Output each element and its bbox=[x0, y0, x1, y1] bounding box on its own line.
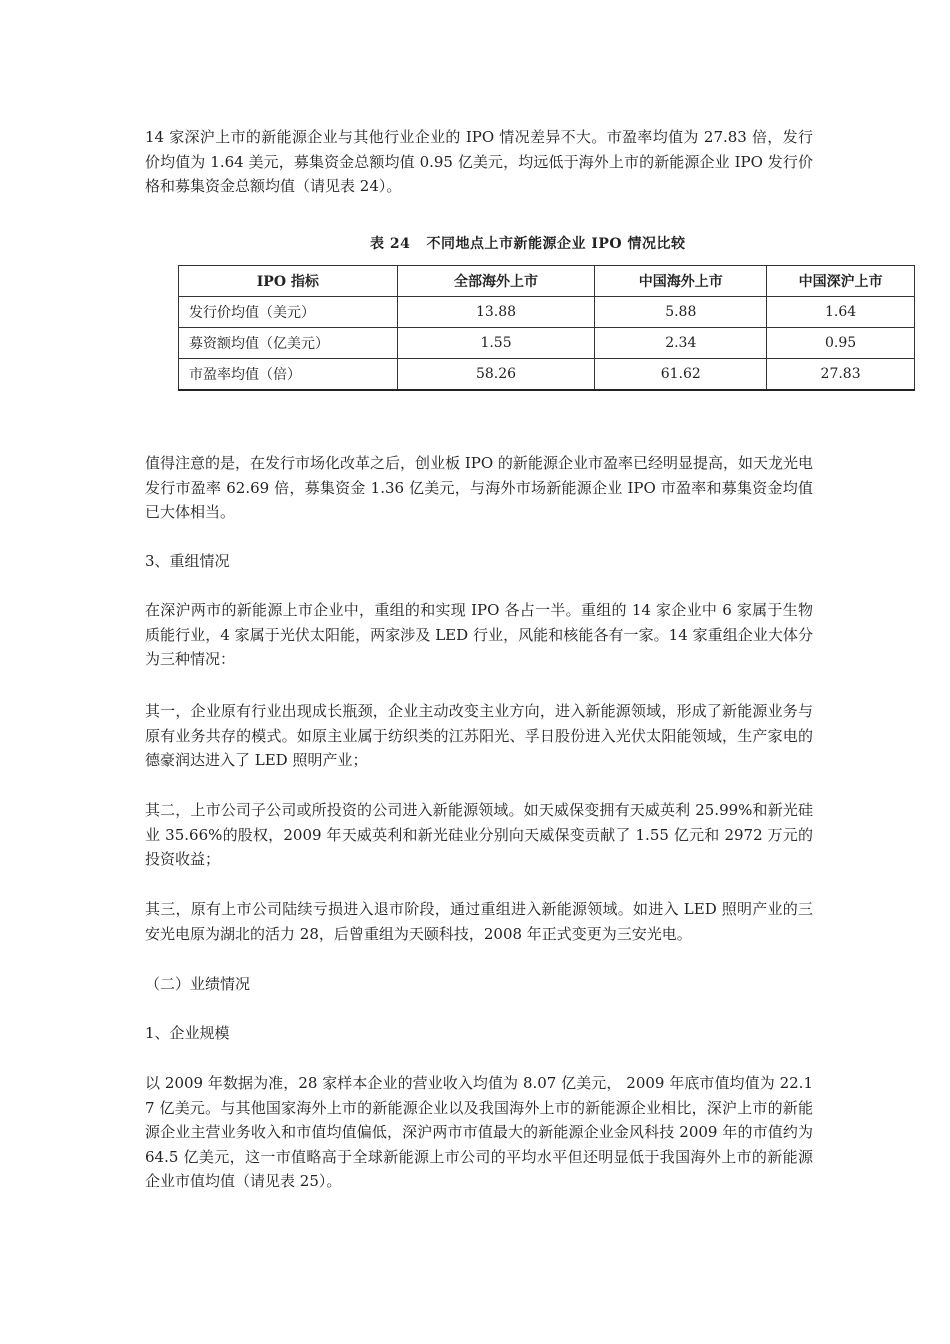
table-cell: 13.88 bbox=[397, 297, 595, 328]
paragraph-enterprise-scale: 以 2009 年数据为准，28 家样本企业的营业收入均值为 8.07 亿美元， 2009 年底市值均值为 22.17 亿美元。与其他国家海外上市的新能源企业以及我国海外上市的新能源企业相比，深沪上市的新能源企业主营业务收入和市值均值偏低，深沪两市市值最大的新能源企业金风科技 2009 年的市值约为 64.5 亿美元，这一市值略高于全球新能源上市公司的平均水平但还明显低于我国海外上市的新能源企业市值均值（请见表 25）。 bbox=[145, 1074, 813, 1190]
table-row bbox=[179, 297, 915, 328]
table-cell: 5.88 bbox=[595, 297, 767, 328]
table-row-label: 发行价均值（美元） bbox=[179, 297, 398, 328]
table-cell: 27.83 bbox=[767, 359, 915, 391]
table-row bbox=[179, 359, 915, 391]
paragraph-case-one: 其一，企业原有行业出现成长瓶颈，企业主动改变主业方向，进入新能源领域，形成了新能源业务与原有业务共存的模式。如原主业属于纺织类的江苏阳光、孚日股份进入光伏太阳能领域，生产家电的德豪润达进入了 LED 照明产业； bbox=[145, 702, 813, 769]
section-heading-enterprise-scale: 1、企业规模 bbox=[145, 1024, 230, 1042]
table-header-row bbox=[179, 266, 915, 297]
paragraph-chinext-note: 值得注意的是，在发行市场化改革之后，创业板 IPO 的新能源企业市盈率已经明显提高，如天龙光电发行市盈率 62.69 倍，募集资金 1.36 亿美元，与海外市场新能源企业 IPO 市盈率和募集资金均值已大体相当。 bbox=[145, 454, 813, 521]
table-title: 表 24 不同地点上市新能源企业 IPO 情况比较 bbox=[370, 236, 686, 252]
table-header-cell: 全部海外上市 bbox=[397, 266, 595, 297]
table-header-cell: IPO 指标 bbox=[179, 266, 398, 297]
table-cell: 1.55 bbox=[397, 328, 595, 359]
ipo-comparison-table bbox=[178, 265, 915, 391]
table-cell: 0.95 bbox=[767, 328, 915, 359]
table-row-label: 募资额均值（亿美元） bbox=[179, 328, 398, 359]
table-cell: 61.62 bbox=[595, 359, 767, 391]
paragraph-ipo-comparison: 14 家深沪上市的新能源企业与其他行业企业的 IPO 情况差异不大。市盈率均值为 27.83 倍，发行价均值为 1.64 美元，募集资金总额均值 0.95 亿美元，均远低于海外上市的新能源企业 IPO 发行价格和募集资金总额均值（请见表 24）。 bbox=[145, 128, 813, 195]
paragraph-case-two: 其二，上市公司子公司或所投资的公司进入新能源领域。如天威保变拥有天威英利 25.99%和新光硅业 35.66%的股权，2009 年天威英利和新光硅业分别向天威保变贡献了 1.55 亿元和 2972 万元的投资收益； bbox=[145, 801, 813, 868]
table-row bbox=[179, 328, 915, 359]
table-cell: 1.64 bbox=[767, 297, 915, 328]
paragraph-case-three: 其三，原有上市公司陆续亏损进入退市阶段，通过重组进入新能源领域。如进入 LED 照明产业的三安光电原为湖北的活力 28，后曾重组为天颐科技，2008 年正式变更为三安光电。 bbox=[145, 900, 813, 943]
paragraph-restructuring-overview: 在深沪两市的新能源上市企业中，重组的和实现 IPO 各占一半。重组的 14 家企业中 6 家属于生物质能行业，4 家属于光伏太阳能，两家涉及 LED 行业，风能和核能各有一家。14 家重组企业大体分为三种情况： bbox=[145, 601, 813, 668]
table-row-label: 市盈率均值（倍） bbox=[179, 359, 398, 391]
section-heading-performance: （二）业绩情况 bbox=[145, 975, 251, 993]
table-header-cell: 中国海外上市 bbox=[595, 266, 767, 297]
table-cell: 58.26 bbox=[397, 359, 595, 391]
table-header-cell: 中国深沪上市 bbox=[767, 266, 915, 297]
section-heading-restructuring: 3、重组情况 bbox=[145, 552, 230, 570]
table-cell: 2.34 bbox=[595, 328, 767, 359]
